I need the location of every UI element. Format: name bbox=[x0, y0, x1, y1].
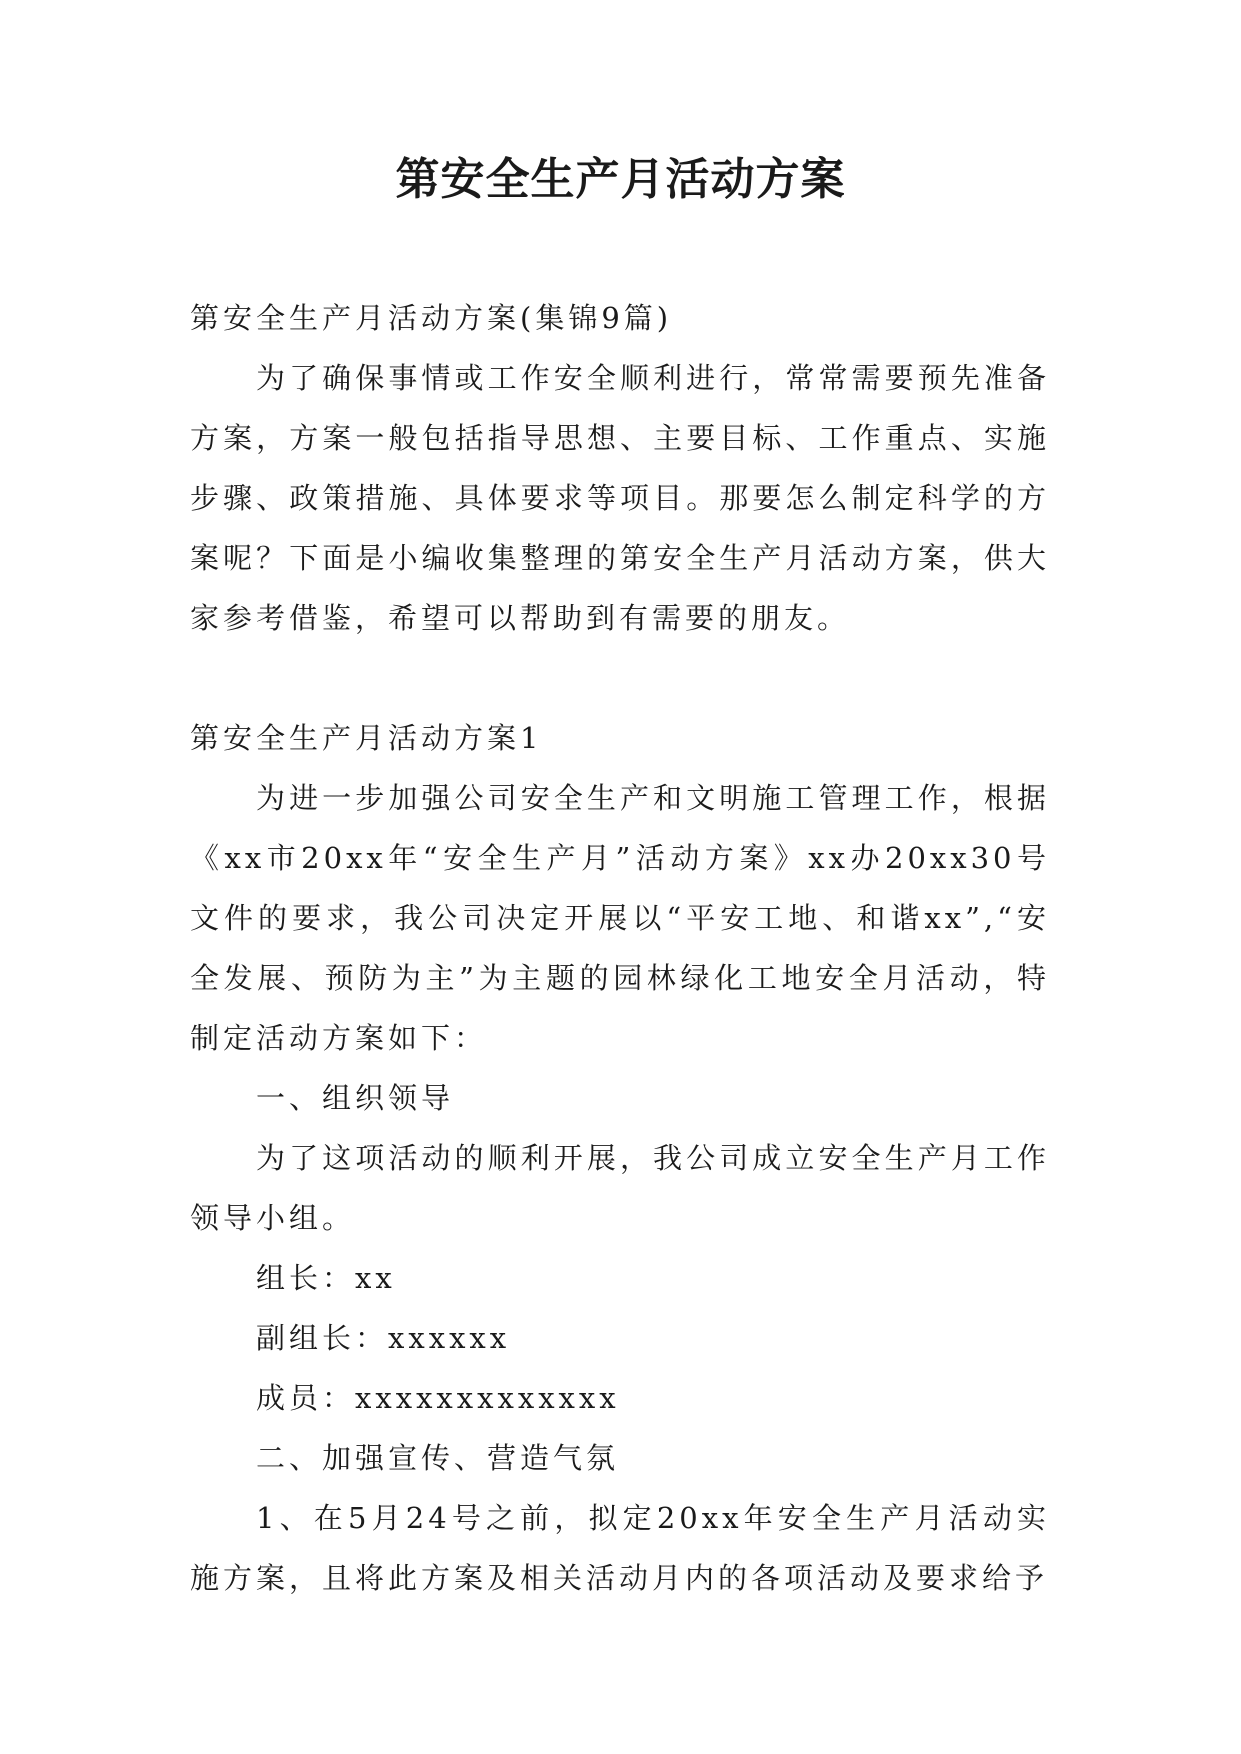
section-heading-1: 第安全生产月活动方案1 bbox=[190, 721, 543, 755]
document-body bbox=[190, 288, 1050, 1608]
deputy-leader-line: 副组长：xxxxxx bbox=[256, 1321, 511, 1355]
document-title: 第安全生产月活动方案 bbox=[395, 154, 846, 205]
heading-publicity: 二、加强宣传、营造气氛 bbox=[256, 1441, 620, 1475]
members-line: 成员：xxxxxxxxxxxxx bbox=[256, 1381, 620, 1415]
paragraph-gap bbox=[190, 648, 1050, 708]
intro-paragraph: 为了确保事情或工作安全顺利进行，常常需要预先准备方案，方案一般包括指导思想、主要目标、工作重点、实施步骤、政策措施、具体要求等项目。那要怎么制定科学的方案呢？下面是小编收集整理的第安全生产月活动方案，供大家参考借鉴，希望可以帮助到有需要的朋友。 bbox=[190, 361, 1050, 635]
document-subtitle: 第安全生产月活动方案(集锦9篇) bbox=[190, 301, 673, 335]
heading-organization: 一、组织领导 bbox=[256, 1081, 455, 1115]
section-1-paragraph: 为进一步加强公司安全生产和文明施工管理工作，根据《xx市20xx年“安全生产月”活动方案》xx办20xx30号文件的要求，我公司决定开展以“平安工地、和谐xx”,“安全发展、预防为主”为主题的园林绿化工地安全月活动，特制定活动方案如下： bbox=[190, 781, 1050, 1055]
publicity-item-1: 1、在5月24号之前，拟定20xx年安全生产月活动实施方案，且将此方案及相关活动月内的各项活动及要求给予 bbox=[190, 1501, 1050, 1595]
leader-line: 组长：xx bbox=[256, 1261, 396, 1295]
organization-paragraph: 为了这项活动的顺利开展，我公司成立安全生产月工作领导小组。 bbox=[190, 1141, 1050, 1235]
